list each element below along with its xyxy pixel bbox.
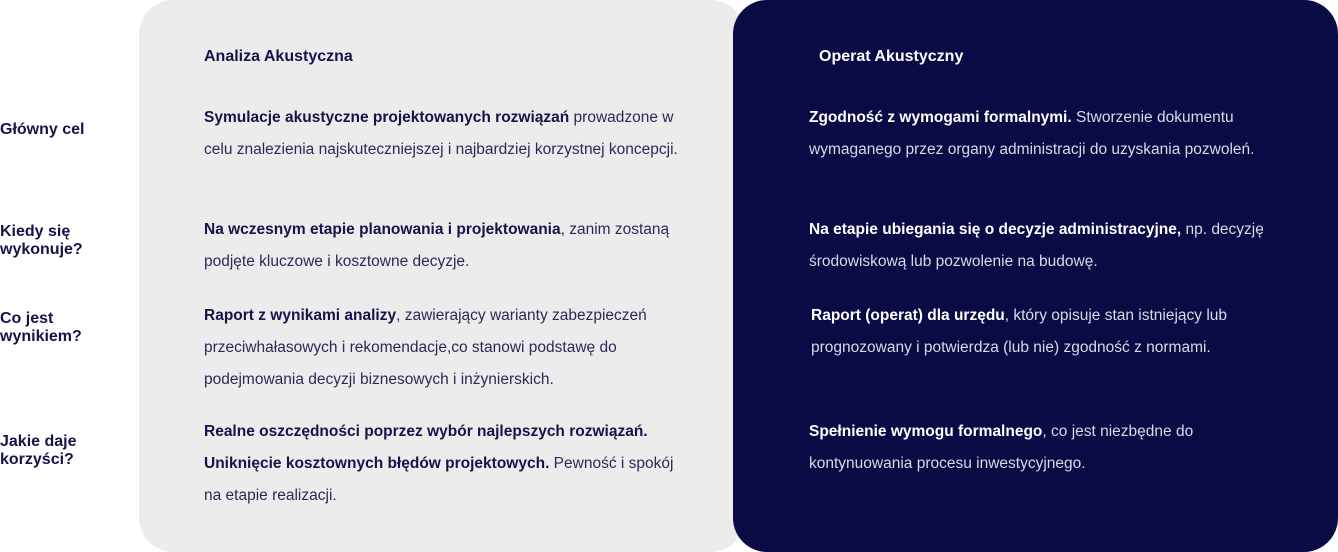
operat-kiedy-text: np. decyzję środowiskową lub pozwolenie na budowę. [809,221,1264,270]
operat-korzysci-text: , co jest niezbędne do kontynuowania procesu inwestycyjnego. [809,423,1194,472]
analiza-korzysci-text: Pewność i spokój na etapie realizacji. [204,455,674,504]
operat-korzysci-bold: Spełnienie wymogu formalnego [809,423,1043,440]
analiza-korzysci-bold: Realne oszczędności poprzez wybór najlepszych rozwiązań. Uniknięcie kosztownych błędów projektowych. [204,423,648,472]
analiza-column-title: Analiza Akustyczna [204,48,353,65]
row-label-wynik: Co jest wynikiem? [0,310,82,345]
analiza-kiedy-cell [204,214,704,278]
analiza-kiedy-bold: Na wczesnym etapie planowania i projektowania [204,221,561,238]
operat-kiedy-cell [809,214,1319,278]
operat-cel-cell [809,102,1319,166]
operat-cel-text: Stworzenie dokumentu wymaganego przez organy administracji do uzyskania pozwoleń. [809,109,1255,158]
analiza-wynik-cell [204,300,704,396]
row-label-korzysci: Jakie daje korzyści? [0,433,77,468]
analiza-wynik-text: , zawierający warianty zabezpieczeń przeciwhałasowych i rekomendacje,co stanowi podstawę do podejmowania decyzji biznesowych i inżynierskich. [204,307,647,388]
analiza-cel-text: prowadzone w celu znalezienia najskuteczniejszej i najbardziej korzystnej koncepcji. [204,109,678,158]
operat-cel-bold: Zgodność z wymogami formalnymi. [809,109,1072,126]
operat-wynik-text: , który opisuje stan istniejący lub prognozowany i potwierdza (lub nie) zgodność z normami. [811,307,1228,356]
analiza-cel-bold: Symulacje akustyczne projektowanych rozwiązań [204,109,570,126]
row-label-kiedy: Kiedy się wykonuje? [0,223,83,258]
operat-wynik-bold: Raport (operat) dla urzędu [811,307,1005,324]
operat-wynik-cell [811,300,1321,364]
analiza-cel-cell [204,102,704,166]
analiza-korzysci-cell [204,416,684,512]
operat-kiedy-bold: Na etapie ubiegania się o decyzje administracyjne, [809,221,1182,238]
analiza-kiedy-text: , zanim zostaną podjęte kluczowe i kosztowne decyzje. [204,221,670,270]
operat-korzysci-cell [809,416,1249,480]
row-label-glowny-cel: Główny cel [0,121,85,138]
operat-column-title: Operat Akustyczny [819,48,964,65]
analiza-wynik-bold: Raport z wynikami analizy [204,307,397,324]
